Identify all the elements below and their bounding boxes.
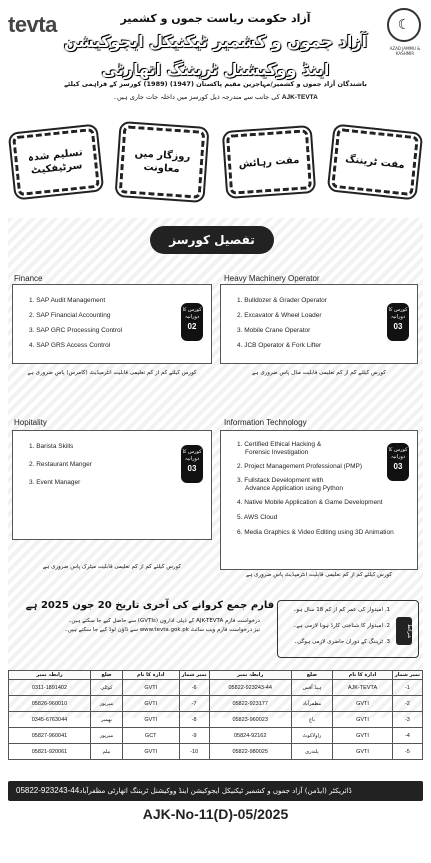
cell-district: میرپور [91, 696, 123, 712]
benefit-accommodation: مفت رہائش [226, 129, 312, 195]
condition-item: 2. امیدوار کا شناختی کارڈ ہونا لازمی ہے۔ [293, 623, 390, 629]
cell-number: -4 [392, 728, 422, 744]
cell-district: راولاکوٹ [291, 728, 332, 744]
cell-district: کوٹلی [91, 680, 123, 696]
cell-institute: GVTI [333, 744, 393, 760]
it-box [220, 430, 418, 570]
footer-bar [8, 781, 423, 801]
reference-number: AJK-No-11(D)-05/2025 [142, 806, 289, 822]
heavy-item: 1. Bulldozer & Grader Operator [237, 297, 327, 304]
gov-line: آزاد حکومت ریاست جموں و کشمیر [120, 12, 311, 25]
cell-contact: 0345-6763044 [9, 712, 91, 728]
cell-institute: GCT [122, 728, 179, 744]
hospitality-duration-badge [181, 445, 203, 483]
emblem-caption: AZAD JAMMU & KASHMIR [389, 46, 421, 56]
subtitle-text: کی جانب سے مندرجہ ذیل کورسز میں داخلہ جات جاری ہیں۔ [113, 93, 280, 101]
col-number: نمبر شمار [392, 671, 422, 680]
cell-institute: GVTI [333, 696, 393, 712]
cell-number: -6 [179, 680, 209, 696]
cell-number: -1 [392, 680, 422, 696]
heavy-title: Heavy Machinery Operator [224, 274, 320, 283]
it-item: 2. Project Management Professional (PMP) [237, 463, 362, 470]
cell-contact: 05822-923177 [209, 696, 291, 712]
main-title: آزاد جموں و کشمیر ٹیکنیکل ایجوکیشن اینڈ ووکیشنل ٹریننگ اتھارٹی [64, 32, 367, 79]
cell-institute: GVTI [122, 696, 179, 712]
details-title: تفصیل کورسز [150, 226, 274, 254]
heavy-box [220, 284, 418, 364]
col-number: نمبر شمار [179, 671, 209, 680]
ajk-emblem-icon: ☾ [387, 8, 421, 42]
heavy-item: 3. Mobile Crane Operator [237, 327, 311, 334]
benefit-employment: روزگار میں معاونت [119, 125, 206, 199]
cell-number: -5 [392, 744, 422, 760]
cell-number: -8 [179, 712, 209, 728]
hospitality-item: 3. Event Manager [29, 479, 81, 486]
duration-value: 03 [187, 464, 197, 473]
org-name: AJK-TEVTA [281, 94, 318, 101]
cell-contact: 05824-92162 [209, 728, 291, 744]
it-duration-badge [387, 443, 409, 481]
heavy-note: کورس کیلئے کم از کم تعلیمی قابلیت مڈل پاس ضروری ہے [252, 370, 386, 376]
cell-contact: 05823-960023 [209, 712, 291, 728]
benefits-row [15, 112, 416, 212]
it-note: کورس کیلئے کم از کم تعلیمی قابلیت انٹرمیڈیٹ پاس ضروری ہے [245, 572, 393, 578]
table-row [9, 696, 423, 712]
cell-district: ہیڈ آفس [291, 680, 332, 696]
cell-number: -2 [392, 696, 422, 712]
cell-district: نیلم [91, 744, 123, 760]
cell-contact: 0311-1891402 [9, 680, 91, 696]
deadline-line: نیز درخواست فارم ویب سائٹ www.tevta.gok.pk سے ڈاؤن لوڈ کیے جا سکتے ہیں۔ [64, 626, 260, 633]
col-contact: رابطہ نمبر [9, 671, 91, 680]
institutes-table [8, 670, 423, 760]
condition-item: 3. ٹریننگ کے دوران حاضری لازمی ہوگی۔ [293, 639, 390, 645]
finance-title: Finance [14, 274, 43, 283]
hospitality-title: Hopitality [14, 418, 47, 427]
subtitle-line2 [20, 93, 411, 101]
finance-item: 2. SAP Financial Accounting [29, 312, 111, 319]
table-row [9, 744, 423, 760]
duration-label: کورس کا دورانیہ [388, 447, 408, 460]
cell-number: -10 [179, 744, 209, 760]
hospitality-item: 1. Barista Skills [29, 443, 74, 450]
it-title: Information Technology [224, 418, 307, 427]
finance-item: 1. SAP Audit Management [29, 297, 106, 304]
deadline-info [20, 617, 260, 635]
hospitality-box [12, 430, 212, 540]
subtitle-line1: باشندگان آزاد جموں و کشمیر/مہاجرین مقیم پاکستان (1947) (1989) کورسز کے فراہمی کیلئے [64, 80, 367, 88]
heavy-duration-badge [387, 303, 409, 341]
cell-number: -3 [392, 712, 422, 728]
col-institute: ادارہ کا نام [333, 671, 393, 680]
cell-contact: 05827-960041 [9, 728, 91, 744]
cell-institute: GVTI [122, 712, 179, 728]
condition-item: 1. امیدوار کی عمر کم از کم 18 سال ہو۔ [293, 607, 390, 613]
cell-institute: GVTI [333, 712, 393, 728]
it-item: 4. Native Mobile Application & Game Development [237, 499, 383, 506]
finance-item: 4. SAP GRS Access Control [29, 342, 111, 349]
duration-label: کورس کا دورانیہ [182, 307, 202, 320]
table-row [9, 680, 423, 696]
finance-duration-badge [181, 303, 203, 341]
col-district: ضلع [291, 671, 332, 680]
benefit-training: مفت ٹریننگ [331, 128, 419, 196]
table-row [9, 728, 423, 744]
cell-number: -7 [179, 696, 209, 712]
heavy-item: 4. JCB Operator & Fork Lifter [237, 342, 322, 349]
footer-phone: 05822-923243-44 [16, 786, 80, 795]
duration-label: کورس کا دورانیہ [182, 449, 202, 462]
cell-contact: 05822-923243-44 [209, 680, 291, 696]
cell-number: -9 [179, 728, 209, 744]
cell-contact: 05826-960010 [9, 696, 91, 712]
finance-box [12, 284, 212, 364]
finance-note: کورس کیلئے کم از کم تعلیمی قابلیت انٹرمیڈیٹ (کامرس) پاس ضروری ہے [27, 370, 197, 376]
table-row [9, 712, 423, 728]
cell-contact: 05822-980025 [209, 744, 291, 760]
conditions-tag: شرائط [396, 617, 412, 645]
footer-text: ڈائریکٹر (ایڈمن) آزاد جموں و کشمیر ٹیکنیکل ایجوکیشن اینڈ ووکیشنل ٹریننگ اتھارٹی مظفرآباد [79, 787, 352, 795]
cell-institute: GVTI [122, 680, 179, 696]
it-item-cont: Advance Application using Python [245, 485, 343, 492]
it-item: 5. AWS Cloud [237, 514, 278, 521]
it-item: 6. Media Graphics & Video Editing using 3D Animation [237, 529, 394, 536]
heavy-item: 2. Excavator & Wheel Loader [237, 312, 322, 319]
cell-institute: AJK-TEVTA [333, 680, 393, 696]
cell-contact: 05821-920061 [9, 744, 91, 760]
it-item: 1. Certified Ethical Hacking & [237, 441, 322, 448]
tevta-logo: tevta [8, 12, 57, 37]
deadline-line: درخواست فارم AJK-TEVTA کے ذیلی اداروں (GVTIs) سے حاصل کیے جا سکتے ہیں۔ [68, 618, 260, 624]
cell-district: بھمبر [91, 712, 123, 728]
cell-institute: GVTI [333, 728, 393, 744]
cell-district: باغ [291, 712, 332, 728]
conditions-box [277, 600, 419, 658]
finance-item: 3. SAP GRC Processing Control [29, 327, 123, 334]
col-district: ضلع [91, 671, 123, 680]
col-institute: ادارہ کا نام [122, 671, 179, 680]
deadline-title: فارم جمع کروانے کی آخری تاریخ 20 جون 2025 ہے [25, 600, 275, 611]
hospitality-note: کورس کیلئے کم از کم تعلیمی قابلیت میٹرک پاس ضروری ہے [42, 564, 182, 570]
duration-value: 03 [393, 462, 403, 471]
cell-district: میرپور [91, 728, 123, 744]
cell-district: پلندری [291, 744, 332, 760]
cell-institute: GVTI [122, 744, 179, 760]
cell-district: مظفرآباد [291, 696, 332, 712]
duration-value: 03 [393, 322, 403, 331]
it-item: 3. Fullstack Development with [237, 477, 324, 484]
col-contact: رابطہ نمبر [209, 671, 291, 680]
hospitality-item: 2. Restaurant Manger [29, 461, 92, 468]
table-header-row [9, 671, 423, 680]
it-item-cont: Forensic Investigation [245, 449, 309, 456]
duration-value: 02 [187, 322, 197, 331]
duration-label: کورس کا دورانیہ [388, 307, 408, 320]
benefit-certificate: تسلیم شدہ سرٹیفکیٹ [12, 128, 100, 196]
